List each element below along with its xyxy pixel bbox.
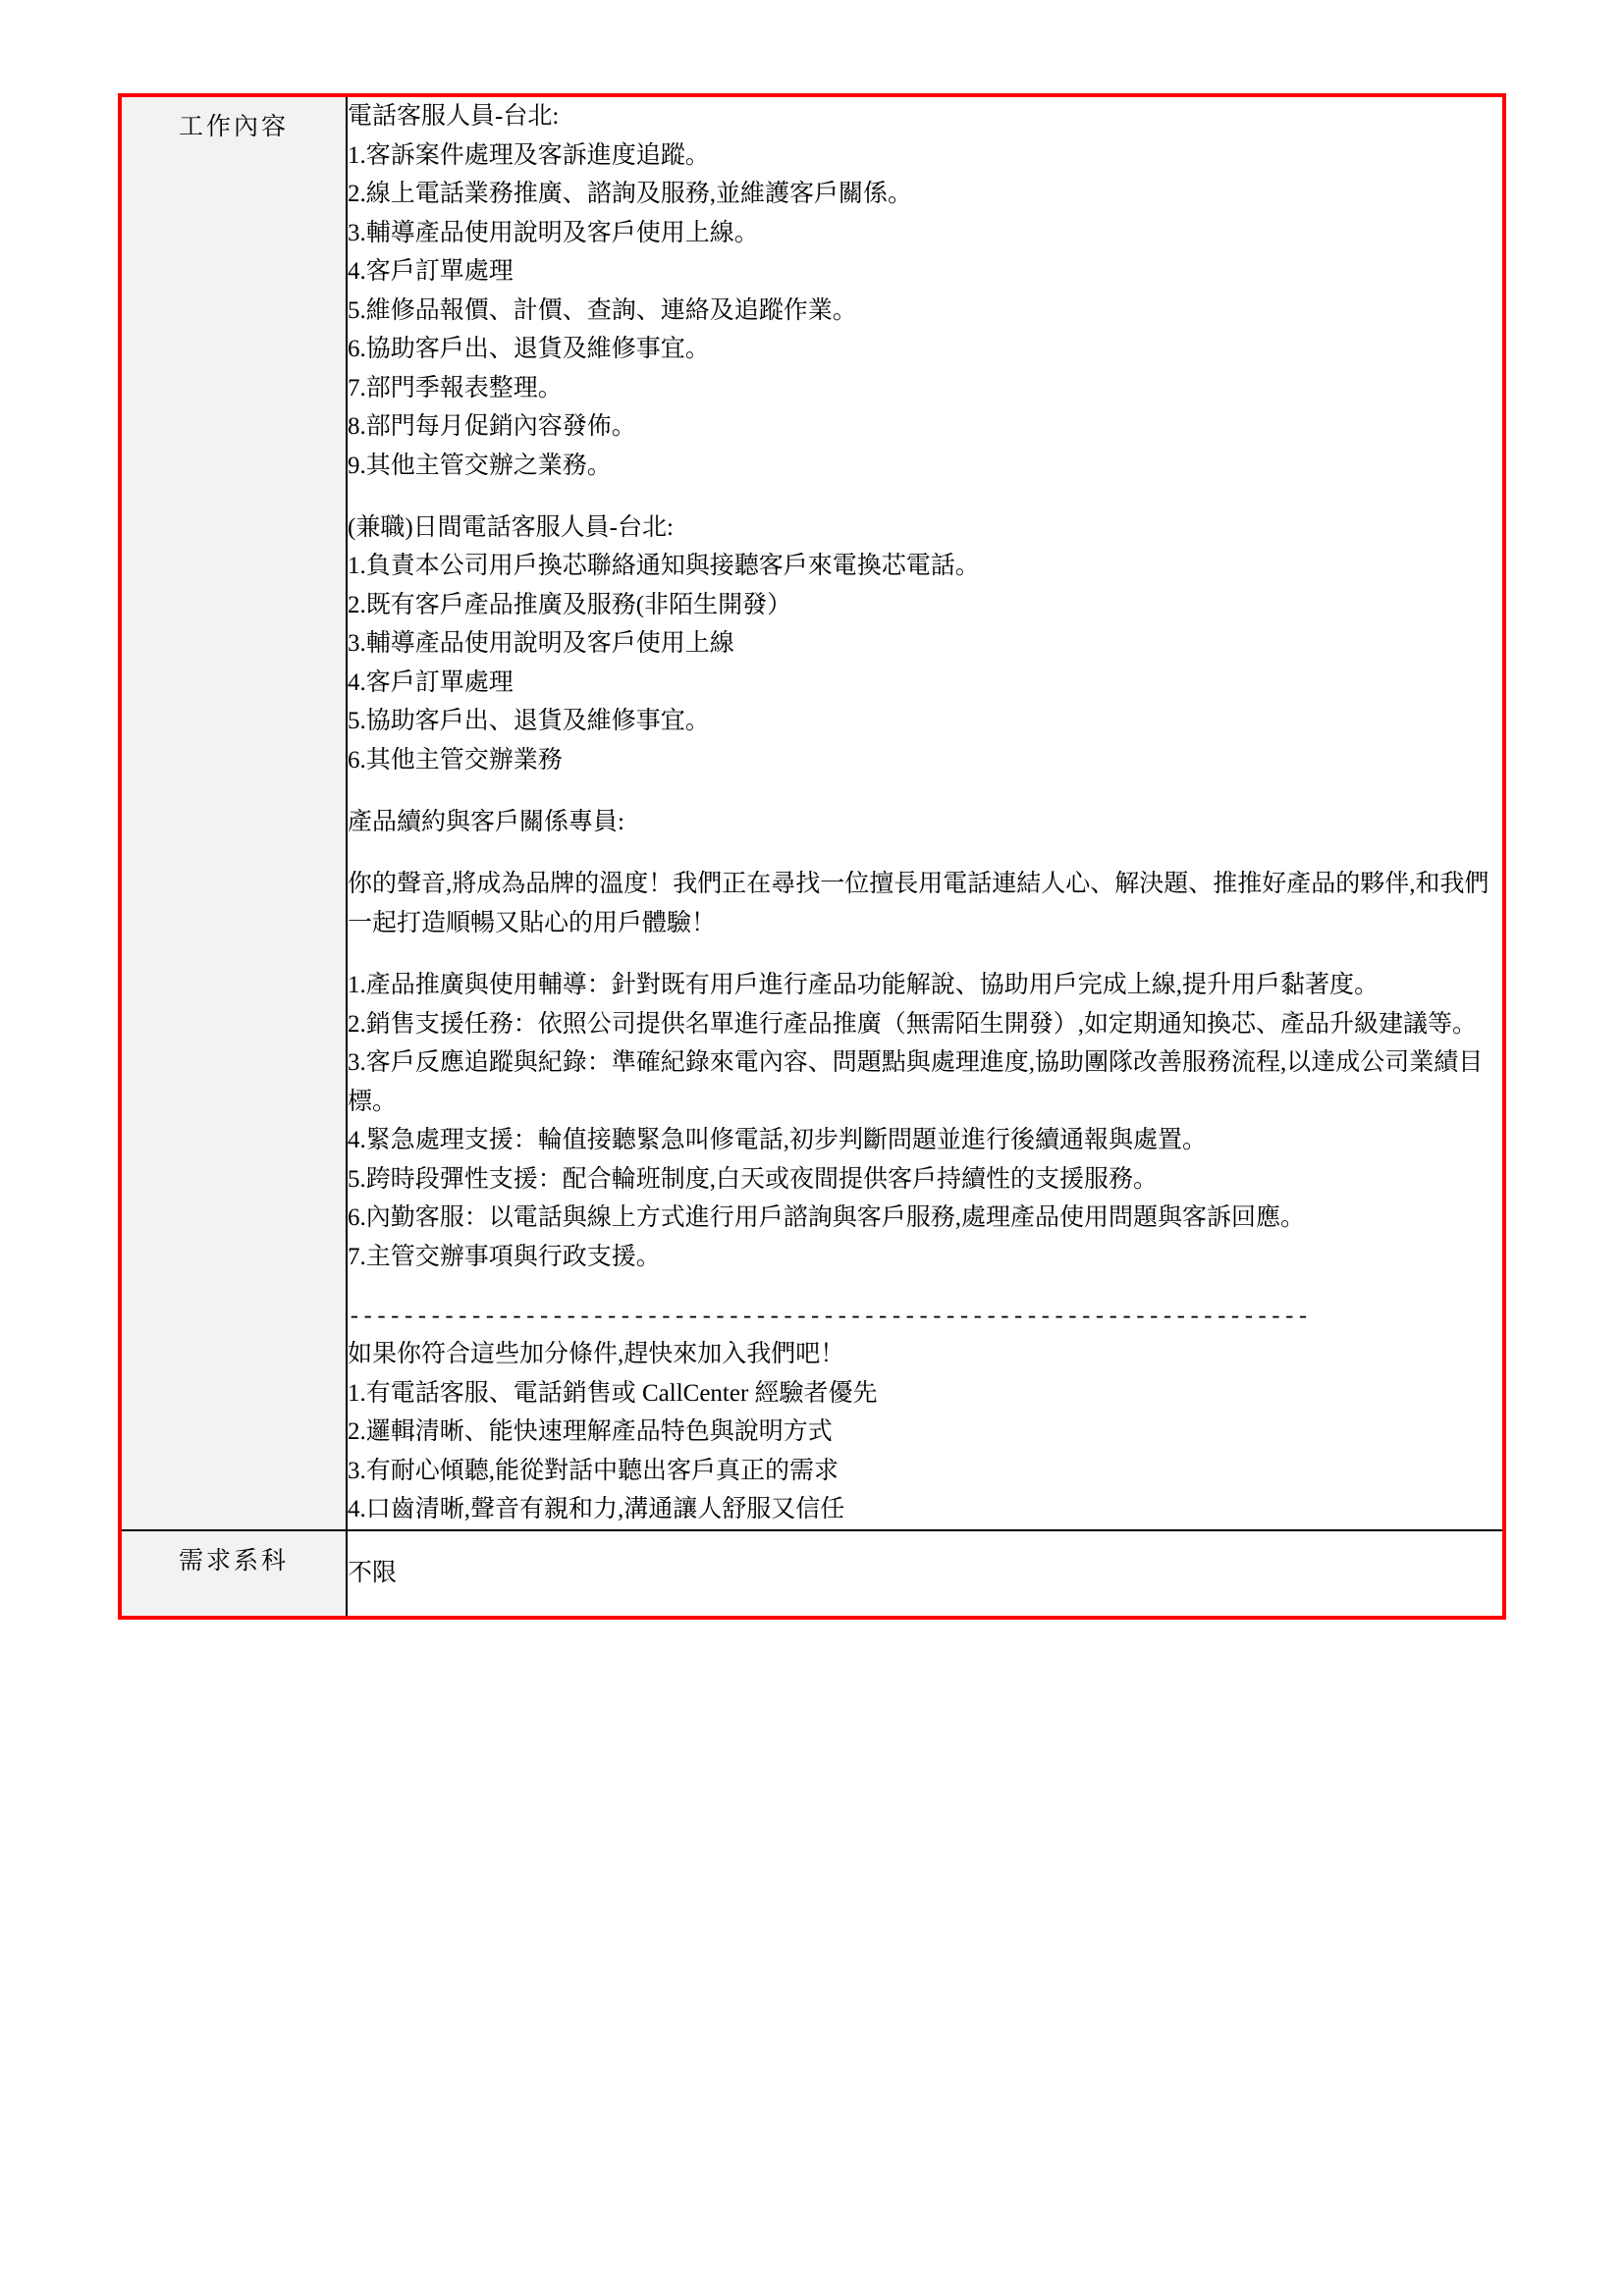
row-label-work-content — [120, 95, 347, 1530]
required-major-value: 不限 — [348, 1559, 398, 1586]
line: 3.輔導產品使用說明及客戶使用上線。 — [348, 219, 759, 246]
line: 4.客戶訂單處理 — [348, 668, 514, 696]
blank-line — [348, 842, 1502, 866]
line: 2.邏輯清晰、能快速理解產品特色與說明方式 — [348, 1418, 833, 1446]
blank-line — [348, 779, 1502, 803]
line: 4.口齒清晰,聲音有親和力,溝通讓人舒服又信任 — [348, 1496, 845, 1523]
line: 6.內勤客服：以電話與線上方式進行用戶諮詢與客戶服務,處理產品使用問題與客訴回應。 — [348, 1204, 1306, 1231]
line: 產品續約與客戶關係專員: — [348, 809, 624, 835]
line: 4.客戶訂單處理 — [348, 258, 514, 285]
line: 1.客訴案件處理及客訴進度追蹤。 — [348, 141, 710, 169]
blank-line — [348, 485, 1502, 508]
job-description-table — [118, 93, 1506, 1620]
blank-line — [348, 942, 1502, 966]
line: 5.協助客戶出、退貨及維修事宜。 — [348, 708, 710, 735]
row-label-required-major — [120, 1530, 347, 1618]
line: 4.緊急處理支援：輪值接聽緊急叫修電話,初步判斷問題並進行後續通報與處置。 — [348, 1127, 1208, 1153]
row-body-work-content — [347, 95, 1504, 1530]
table-row — [120, 1530, 1504, 1618]
line: 7.部門季報表整理。 — [348, 374, 563, 401]
line: 2.既有客戶產品推廣及服務(非陌生開發） — [348, 591, 792, 618]
line: 1.負責本公司用戶換芯聯絡通知與接聽客戶來電換芯電話。 — [348, 553, 980, 580]
row-label-text: 需求系科 — [178, 1547, 289, 1575]
line: 2.線上電話業務推廣、諮詢及服務,並維護客戶關係。 — [348, 181, 913, 207]
line: (兼職)日間電話客服人員-台北: — [348, 513, 674, 541]
line: 3.有耐心傾聽,能從對話中聽出客戶真正的需求 — [348, 1457, 839, 1484]
line: 1.有電話客服、電話銷售或 CallCenter 經驗者優先 — [348, 1379, 878, 1407]
line: 6.其他主管交辦業務 — [348, 746, 563, 774]
line: 8.部門每月促銷內容發佈。 — [348, 413, 636, 440]
blank-line — [348, 1276, 1502, 1300]
line: 5.維修品報價、計價、查詢、連絡及追蹤作業。 — [348, 296, 857, 324]
line: 5.跨時段彈性支援：配合輪班制度,白天或夜間提供客戶持續性的支援服務。 — [348, 1165, 1159, 1193]
row-label-text: 工作內容 — [178, 114, 289, 140]
line: 7.主管交辦事項與行政支援。 — [348, 1243, 661, 1270]
line: 6.協助客戶出、退貨及維修事宜。 — [348, 336, 710, 362]
table-row — [120, 95, 1504, 1530]
line: 9.其他主管交辦之業務。 — [348, 452, 612, 479]
line: 1.產品推廣與使用輔導：針對既有用戶進行產品功能解說、協助用戶完成上線,提升用戶黏著度。 — [348, 972, 1380, 998]
row-body-required-major — [347, 1530, 1504, 1618]
line: 電話客服人員-台北: — [348, 103, 560, 130]
line: 2.銷售支援任務：依照公司提供名單進行產品推廣（無需陌生開發）,如定期通知換芯、產品升級建議等。 — [348, 1010, 1478, 1038]
line: 你的聲音,將成為品牌的溫度！我們正在尋找一位擅長用電話連結人心、解決題、推推好產品的夥伴,和我們一起打造順暢又貼心的用戶體驗！ — [348, 871, 1489, 936]
line: 3.輔導產品使用說明及客戶使用上線 — [348, 630, 734, 658]
work-content-body — [348, 97, 1502, 1529]
divider-line: ----------------------------------------------------------------------- — [348, 1304, 1310, 1330]
line: 如果你符合這些加分條件,趕快來加入我們吧！ — [348, 1341, 845, 1368]
line: 3.客戶反應追蹤與紀錄：準確紀錄來電內容、問題點與處理進度,協助團隊改善服務流程,以達成公司業績目標。 — [348, 1049, 1484, 1115]
